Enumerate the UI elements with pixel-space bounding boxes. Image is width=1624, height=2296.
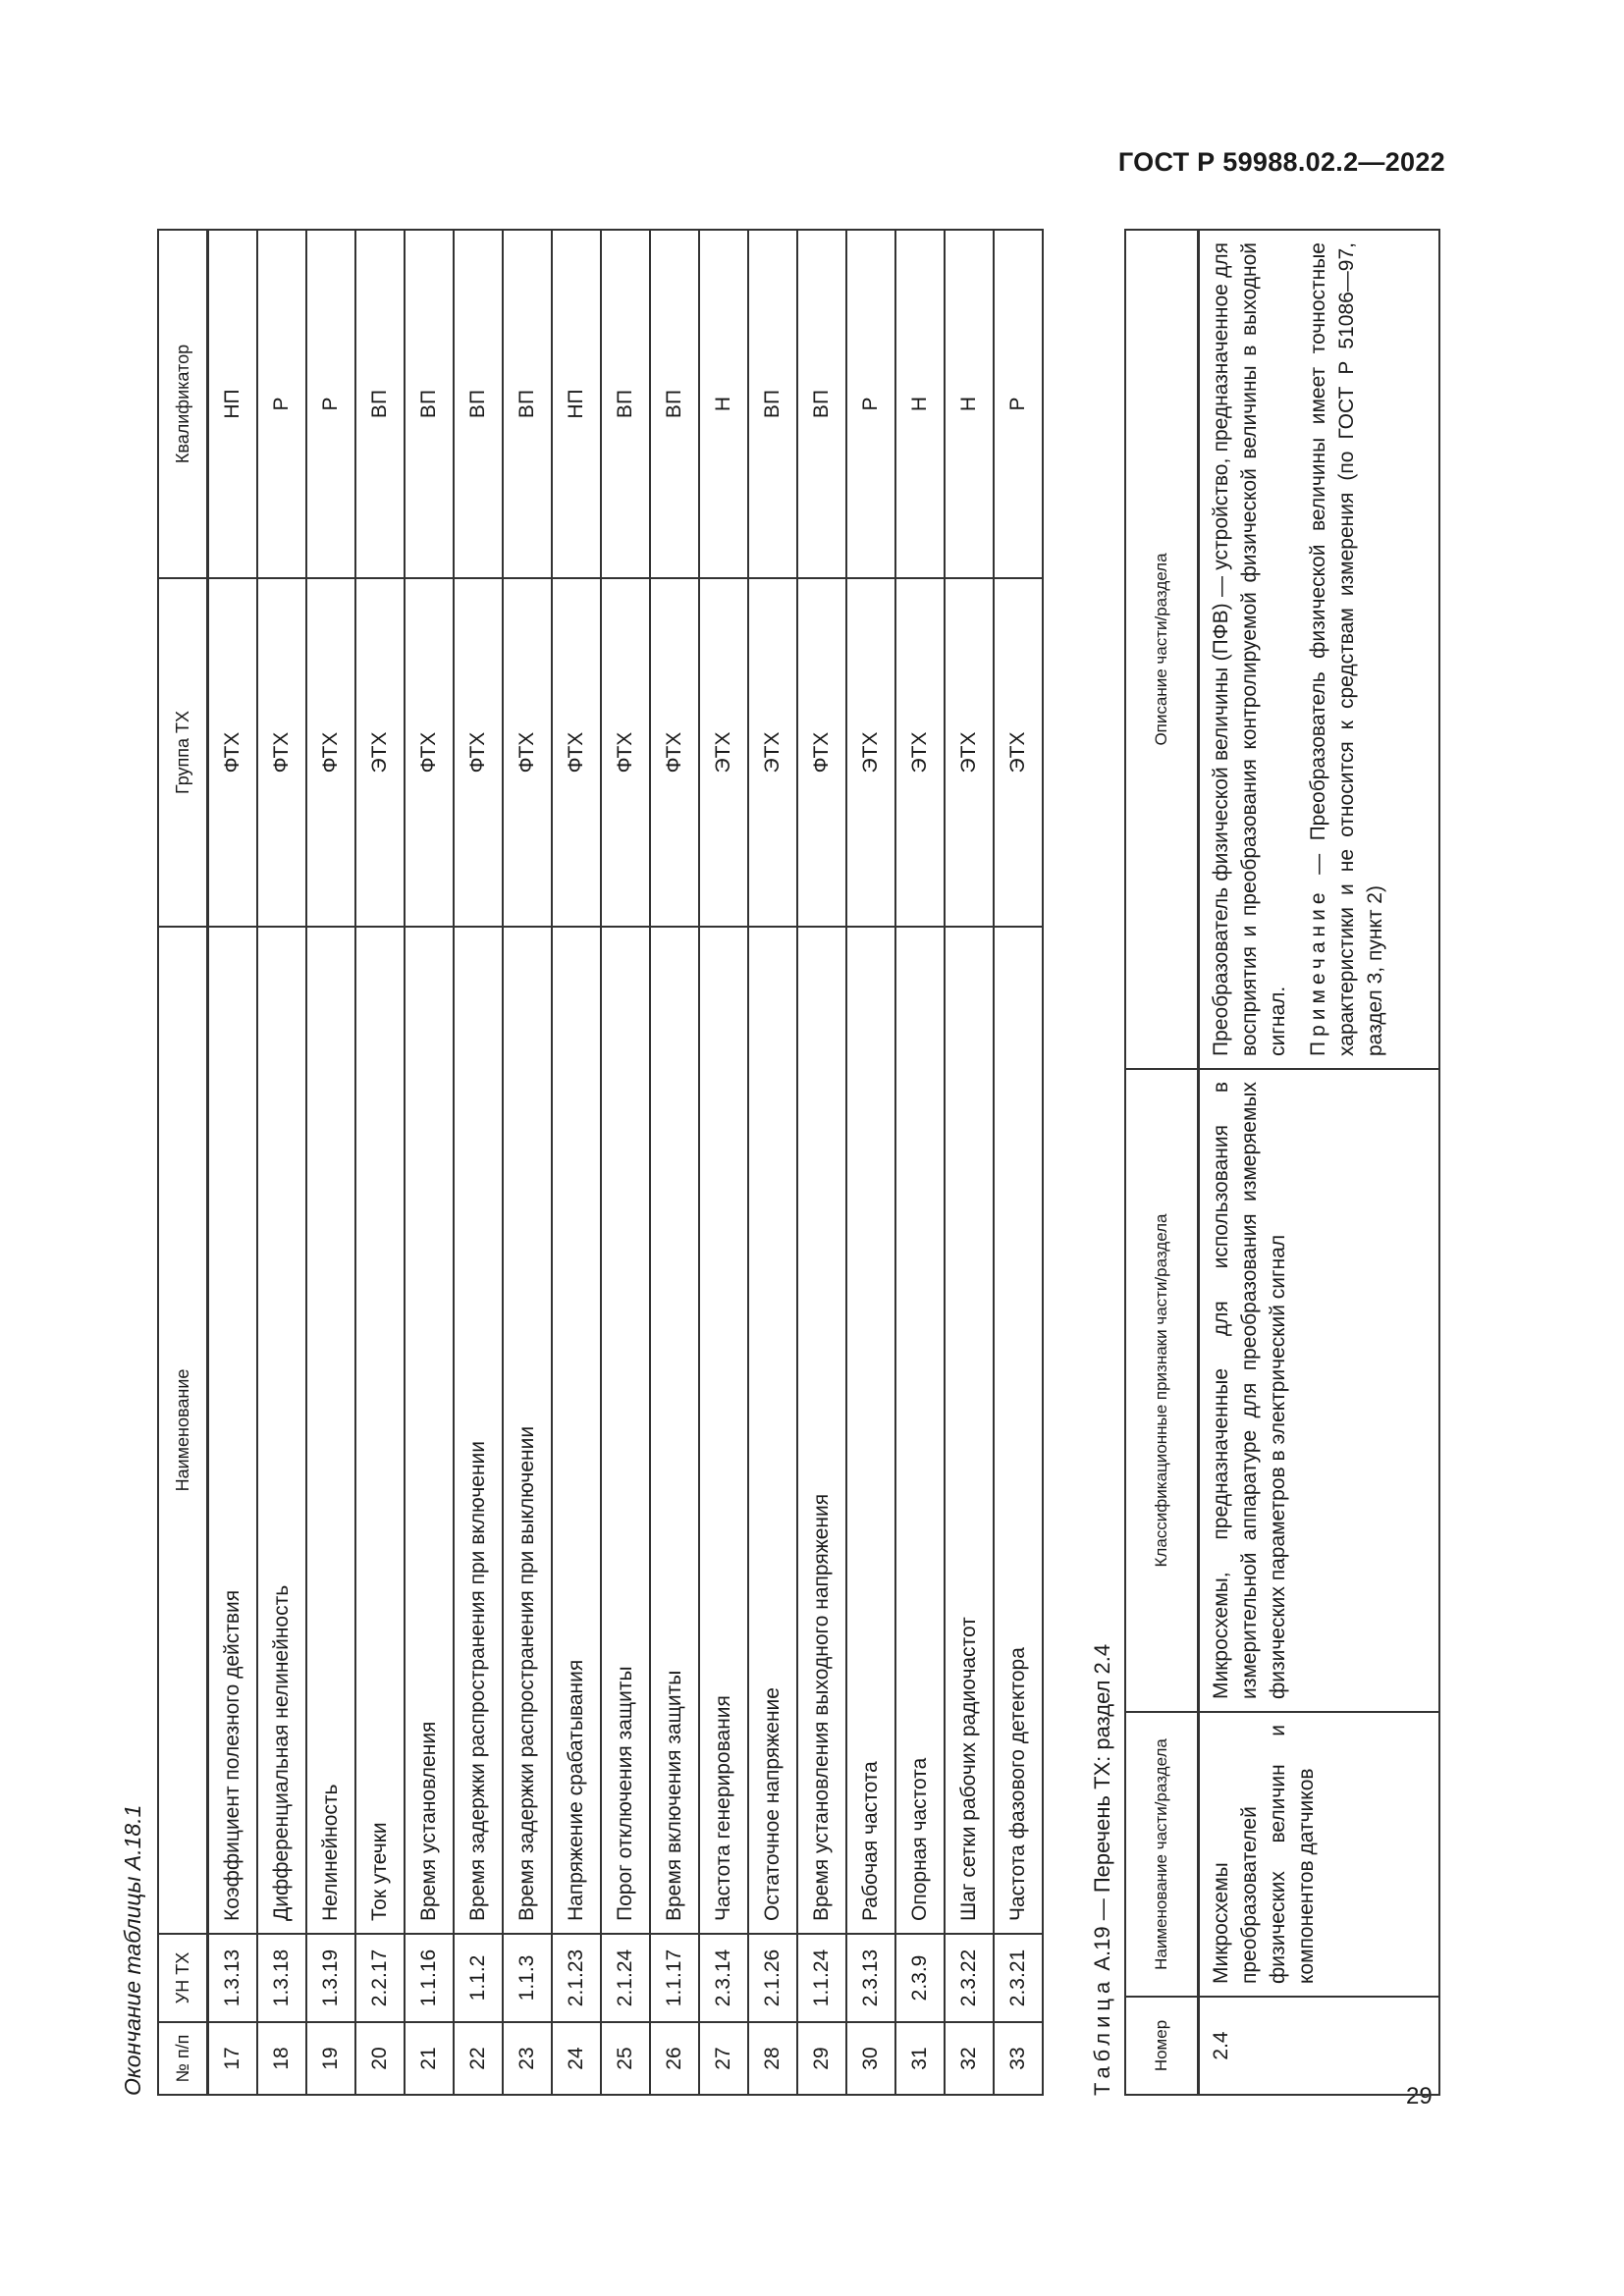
row-index: 32 bbox=[945, 2022, 994, 2095]
row-un-tx: 1.1.3 bbox=[503, 1934, 552, 2022]
row-qualifier: ВП bbox=[503, 230, 552, 578]
table-row bbox=[994, 230, 1043, 2095]
col-header-description: Описание части/раздела bbox=[1125, 230, 1199, 1069]
table-a19-caption-prefix: Таблица bbox=[1090, 1976, 1114, 2096]
col-header-un-tx: УН ТХ bbox=[158, 1934, 208, 2022]
row-qualifier: ВП bbox=[355, 230, 405, 578]
row-qualifier: Н bbox=[945, 230, 994, 578]
row-name: Остаточное напряжение bbox=[748, 927, 797, 1934]
row-group: ЭТХ bbox=[945, 578, 994, 927]
row-name: Время установления bbox=[405, 927, 454, 1934]
row-un-tx: 1.3.19 bbox=[306, 1934, 355, 2022]
note-text: — Преобразователь физической величины имеет точностные характеристики и не относится к средствам измерения (по ГОСТ Р 51086—97, раздел 3, пункт 2) bbox=[1306, 242, 1386, 1056]
row-name: Частота генерирования bbox=[699, 927, 748, 1934]
table-a19 bbox=[1124, 229, 1440, 2096]
row-un-tx: 2.1.26 bbox=[748, 1934, 797, 2022]
col-header-index: № п/п bbox=[158, 2022, 208, 2095]
row-index: 26 bbox=[650, 2022, 699, 2095]
row-index: 29 bbox=[797, 2022, 846, 2095]
table-row bbox=[945, 230, 994, 2095]
row-un-tx: 2.3.14 bbox=[699, 1934, 748, 2022]
row-name: Дифференциальная нелинейность bbox=[257, 927, 306, 1934]
row-name: Время включения защиты bbox=[650, 927, 699, 1934]
row-un-tx: 2.3.21 bbox=[994, 1934, 1043, 2022]
row-name: Время задержки распространения при включении bbox=[454, 927, 503, 1934]
row-name: Шаг сетки рабочих радиочастот bbox=[945, 927, 994, 1934]
row-name: Время установления выходного напряжения bbox=[797, 927, 846, 1934]
row-qualifier: ВП bbox=[405, 230, 454, 578]
table-row bbox=[797, 230, 846, 2095]
row-qualifier: Р bbox=[994, 230, 1043, 578]
row-qualifier: Р bbox=[257, 230, 306, 578]
table-row bbox=[552, 230, 601, 2095]
table-row bbox=[846, 230, 895, 2095]
row-name: Коэффициент полезного действия bbox=[208, 927, 258, 1934]
row-group: ФТХ bbox=[601, 578, 650, 927]
row-un-tx: 1.1.17 bbox=[650, 1934, 699, 2022]
note-label: Примечание bbox=[1306, 887, 1329, 1056]
table-a19-caption-rest: А.19 — Перечень ТХ: раздел 2.4 bbox=[1090, 1643, 1114, 1977]
row-name: Нелинейность bbox=[306, 927, 355, 1934]
row-group: ФТХ bbox=[208, 578, 258, 927]
table-a18-1-body bbox=[208, 230, 1044, 2095]
row-group: ФТХ bbox=[650, 578, 699, 927]
row-group: ЭТХ bbox=[994, 578, 1043, 927]
table-row bbox=[405, 230, 454, 2095]
row-index: 31 bbox=[895, 2022, 945, 2095]
row-un-tx: 1.3.13 bbox=[208, 1934, 258, 2022]
row-qualifier: ВП bbox=[454, 230, 503, 578]
row-group: ЭТХ bbox=[846, 578, 895, 927]
row-group: ФТХ bbox=[306, 578, 355, 927]
table-a18-1 bbox=[157, 229, 1044, 2096]
row-group: ЭТХ bbox=[748, 578, 797, 927]
row-un-tx: 2.3.13 bbox=[846, 1934, 895, 2022]
row-qualifier: ВП bbox=[650, 230, 699, 578]
row-group: ЭТХ bbox=[699, 578, 748, 927]
col-header-name: Наименование bbox=[158, 927, 208, 1934]
row-qualifier: Р bbox=[846, 230, 895, 578]
row-index: 27 bbox=[699, 2022, 748, 2095]
table-row bbox=[699, 230, 748, 2095]
col-header-qualifier: Квалификатор bbox=[158, 230, 208, 578]
row-un-tx: 2.2.17 bbox=[355, 1934, 405, 2022]
document-code: ГОСТ Р 59988.02.2—2022 bbox=[1117, 147, 1445, 177]
table-a19-caption bbox=[1090, 1644, 1115, 2096]
col-header-features: Классификационные признаки части/раздела bbox=[1125, 1069, 1199, 1712]
row-un-tx: 2.3.9 bbox=[895, 1934, 945, 2022]
table-row bbox=[355, 230, 405, 2095]
table-a18-1-caption: Окончание таблицы А.18.1 bbox=[120, 1804, 145, 2096]
row-group: ЭТХ bbox=[895, 578, 945, 927]
table-row bbox=[306, 230, 355, 2095]
section-features: Микросхемы, предназначенные для использования в измерительной аппаратуре для преобразования измеряемых физических параметров в электрический сигнал bbox=[1199, 1069, 1439, 1712]
row-index: 33 bbox=[994, 2022, 1043, 2095]
description-text: Преобразователь физической величины (ПФВ) — устройство, предназначенное для восприятия и преобразования контролируемой физической величины в выходной сигнал. bbox=[1210, 242, 1289, 1056]
row-index: 28 bbox=[748, 2022, 797, 2095]
row-un-tx: 1.1.16 bbox=[405, 1934, 454, 2022]
row-group: ФТХ bbox=[797, 578, 846, 927]
row-group: ФТХ bbox=[257, 578, 306, 927]
row-name: Напряжение срабатывания bbox=[552, 927, 601, 1934]
page-number: 29 bbox=[1406, 2083, 1433, 2109]
section-name: Микросхемы преобразователей физических величин и компонентов датчиков bbox=[1199, 1712, 1439, 1997]
row-qualifier: Р bbox=[306, 230, 355, 578]
row-un-tx: 1.3.18 bbox=[257, 1934, 306, 2022]
table-row bbox=[650, 230, 699, 2095]
table-header-row bbox=[158, 230, 208, 2095]
table-row bbox=[748, 230, 797, 2095]
table-row bbox=[257, 230, 306, 2095]
row-group: ЭТХ bbox=[355, 578, 405, 927]
table-row bbox=[1199, 230, 1439, 2095]
row-qualifier: НП bbox=[552, 230, 601, 578]
row-index: 20 bbox=[355, 2022, 405, 2095]
row-index: 17 bbox=[208, 2022, 258, 2095]
row-un-tx: 2.1.24 bbox=[601, 1934, 650, 2022]
row-qualifier: ВП bbox=[797, 230, 846, 578]
row-name: Время задержки распространения при выключении bbox=[503, 927, 552, 1934]
row-name: Порог отключения защиты bbox=[601, 927, 650, 1934]
description-note bbox=[1305, 242, 1390, 1056]
row-un-tx: 2.3.22 bbox=[945, 1934, 994, 2022]
row-un-tx: 1.1.24 bbox=[797, 1934, 846, 2022]
row-qualifier: Н bbox=[699, 230, 748, 578]
table-row bbox=[208, 230, 258, 2095]
row-qualifier: ВП bbox=[601, 230, 650, 578]
row-name: Опорная частота bbox=[895, 927, 945, 1934]
row-name: Частота фазового детектора bbox=[994, 927, 1043, 1934]
table-row bbox=[895, 230, 945, 2095]
table-row bbox=[454, 230, 503, 2095]
row-index: 30 bbox=[846, 2022, 895, 2095]
row-index: 25 bbox=[601, 2022, 650, 2095]
row-qualifier: Н bbox=[895, 230, 945, 578]
row-group: ФТХ bbox=[552, 578, 601, 927]
row-index: 18 bbox=[257, 2022, 306, 2095]
col-header-section-name: Наименование части/раздела bbox=[1125, 1712, 1199, 1997]
row-group: ФТХ bbox=[454, 578, 503, 927]
row-name: Рабочая частота bbox=[846, 927, 895, 1934]
row-name: Ток утечки bbox=[355, 927, 405, 1934]
rotated-content bbox=[108, 133, 1532, 2096]
row-un-tx: 1.1.2 bbox=[454, 1934, 503, 2022]
section-number: 2.4 bbox=[1199, 1997, 1439, 2095]
row-qualifier: ВП bbox=[748, 230, 797, 578]
row-index: 23 bbox=[503, 2022, 552, 2095]
row-index: 19 bbox=[306, 2022, 355, 2095]
row-group: ФТХ bbox=[503, 578, 552, 927]
row-index: 24 bbox=[552, 2022, 601, 2095]
table-row bbox=[601, 230, 650, 2095]
section-description bbox=[1199, 230, 1439, 1069]
row-group: ФТХ bbox=[405, 578, 454, 927]
table-header-row bbox=[1125, 230, 1199, 2095]
col-header-group: Группа ТХ bbox=[158, 578, 208, 927]
row-un-tx: 2.1.23 bbox=[552, 1934, 601, 2022]
col-header-number: Номер bbox=[1125, 1997, 1199, 2095]
table-row bbox=[503, 230, 552, 2095]
row-index: 22 bbox=[454, 2022, 503, 2095]
row-qualifier: НП bbox=[208, 230, 258, 578]
row-index: 21 bbox=[405, 2022, 454, 2095]
